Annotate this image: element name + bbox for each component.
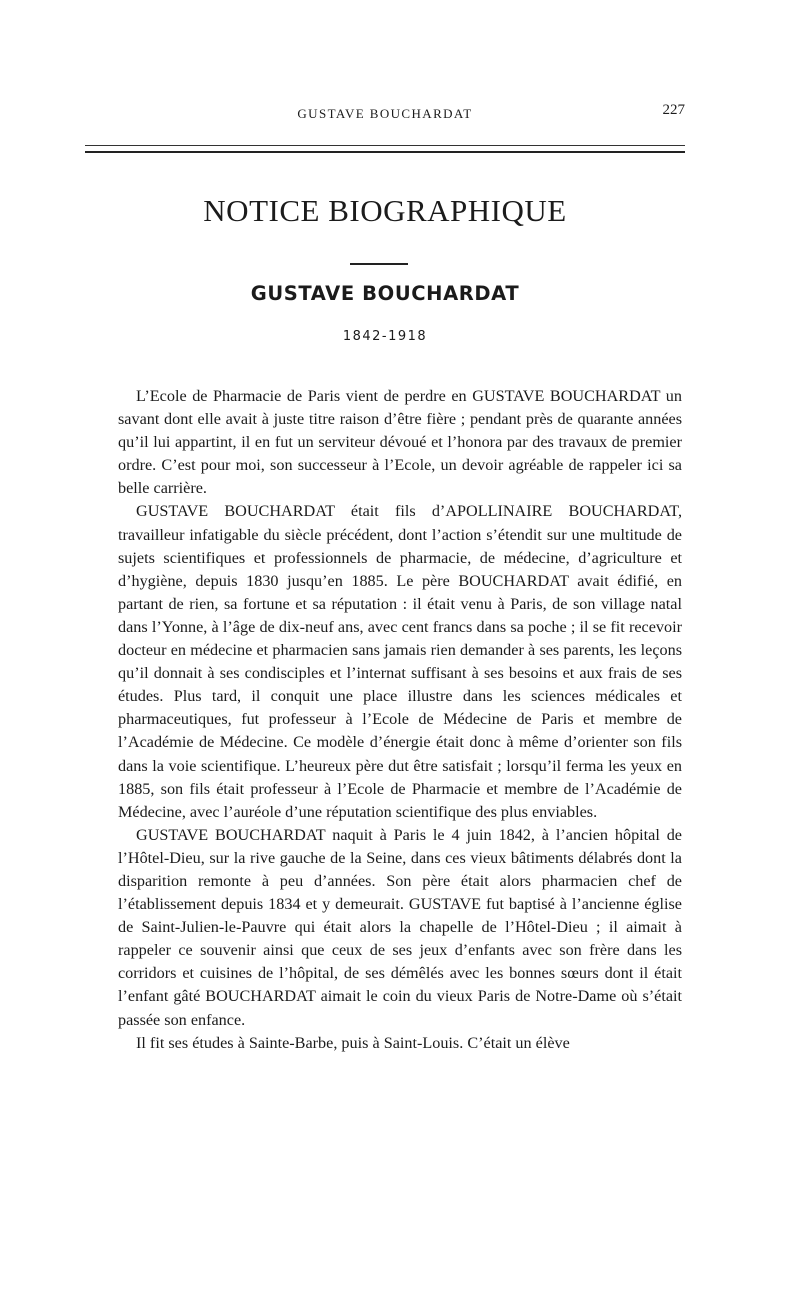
running-head [85,102,685,126]
subject-dates: 1842-1918 [342,329,428,344]
paragraph-2: GUSTAVE BOUCHARDAT était fils d’APOLLINAIRE BOUCHARDAT, travailleur infatigable du siècle précédent, dont l’action s’étendit sur une multitude de sujets scientifiques et professionnels de pharmacie, de médecine, d’agriculture et d’hygiène, depuis 1830 jusqu’en 1885. Le père BOUCHARDAT avait édifié, en partant de rien, sa fortune et sa réputation : il était venu à Paris, de son village natal dans l’Yonne, à l’âge de dix-neuf ans, avec cent francs dans sa poche ; il se fit recevoir docteur en médecine et pharmacien sans jamais rien demander à ses parents, les leçons qu’il donnait à ses condisciples et l’internat suffisant à ses besoins et aux frais de ses études. Plus tard, il conquit une place illustre dans les sciences médicales et pharmaceutiques, fut professeur à l’Ecole de Médecine de Paris et membre de l’Académie de Médecine. Ce modèle d’énergie était donc à même d’orienter son fils dans la voie scientifique. L’heureux père dut être satisfait ; lorsqu’il ferma les yeux en 1885, son fils était professeur à l’Ecole de Pharmacie et membre de l’Académie de Médecine, avec l’auréole d’une réputation scientifique des plus enviables. [118,502,682,821]
paragraph-3: GUSTAVE BOUCHARDAT naquit à Paris le 4 juin 1842, à l’ancien hôpital de l’Hôtel-Dieu, sur la rive gauche de la Seine, dans ces vieux bâtiments délabrés dont la disparition remonte à peu d’années. Son père était alors pharmacien chef de l’établissement depuis 1834 et y demeurait. GUSTAVE fut baptisé à l’ancienne église de Saint-Julien-le-Pauvre qui était alors la chapelle de l’Hôtel-Dieu ; il aimait à rappeler ce souvenir ainsi que ceux de ses jeux d’enfants avec son frère dans les corridors et cuisines de l’hôpital, de ses démêlés avec les bonnes sœurs dont il était l’enfant gâté BOUCHARDAT aimait le coin du vieux Paris de Notre-Dame où s’était passée son enfance. [118,825,682,1029]
body-text [118,385,682,1055]
subject-name: GUSTAVE BOUCHARDAT [250,282,520,305]
header-rule-thick [85,151,685,153]
paragraph-4: Il fit ses études à Sainte-Barbe, puis à Saint-Louis. C’était un élève [136,1033,570,1052]
page-number: 227 [662,102,685,118]
running-title: GUSTAVE BOUCHARDAT [297,106,473,121]
header-rule-thin [85,145,685,146]
notice-title: NOTICE BIOGRAPHIQUE [203,193,567,228]
paragraph-1: L’Ecole de Pharmacie de Paris vient de perdre en GUSTAVE BOUCHARDAT un savant dont elle avait à juste titre raison d’être fière ; pendant près de quarante années qu’il lui appartint, il en fut un serviteur dévoué et l’honora par des travaux de premier ordre. C’est pour moi, son successeur à l’Ecole, un devoir agréable de rappeler ici sa belle carrière. [118,387,682,498]
title-divider [350,263,408,265]
